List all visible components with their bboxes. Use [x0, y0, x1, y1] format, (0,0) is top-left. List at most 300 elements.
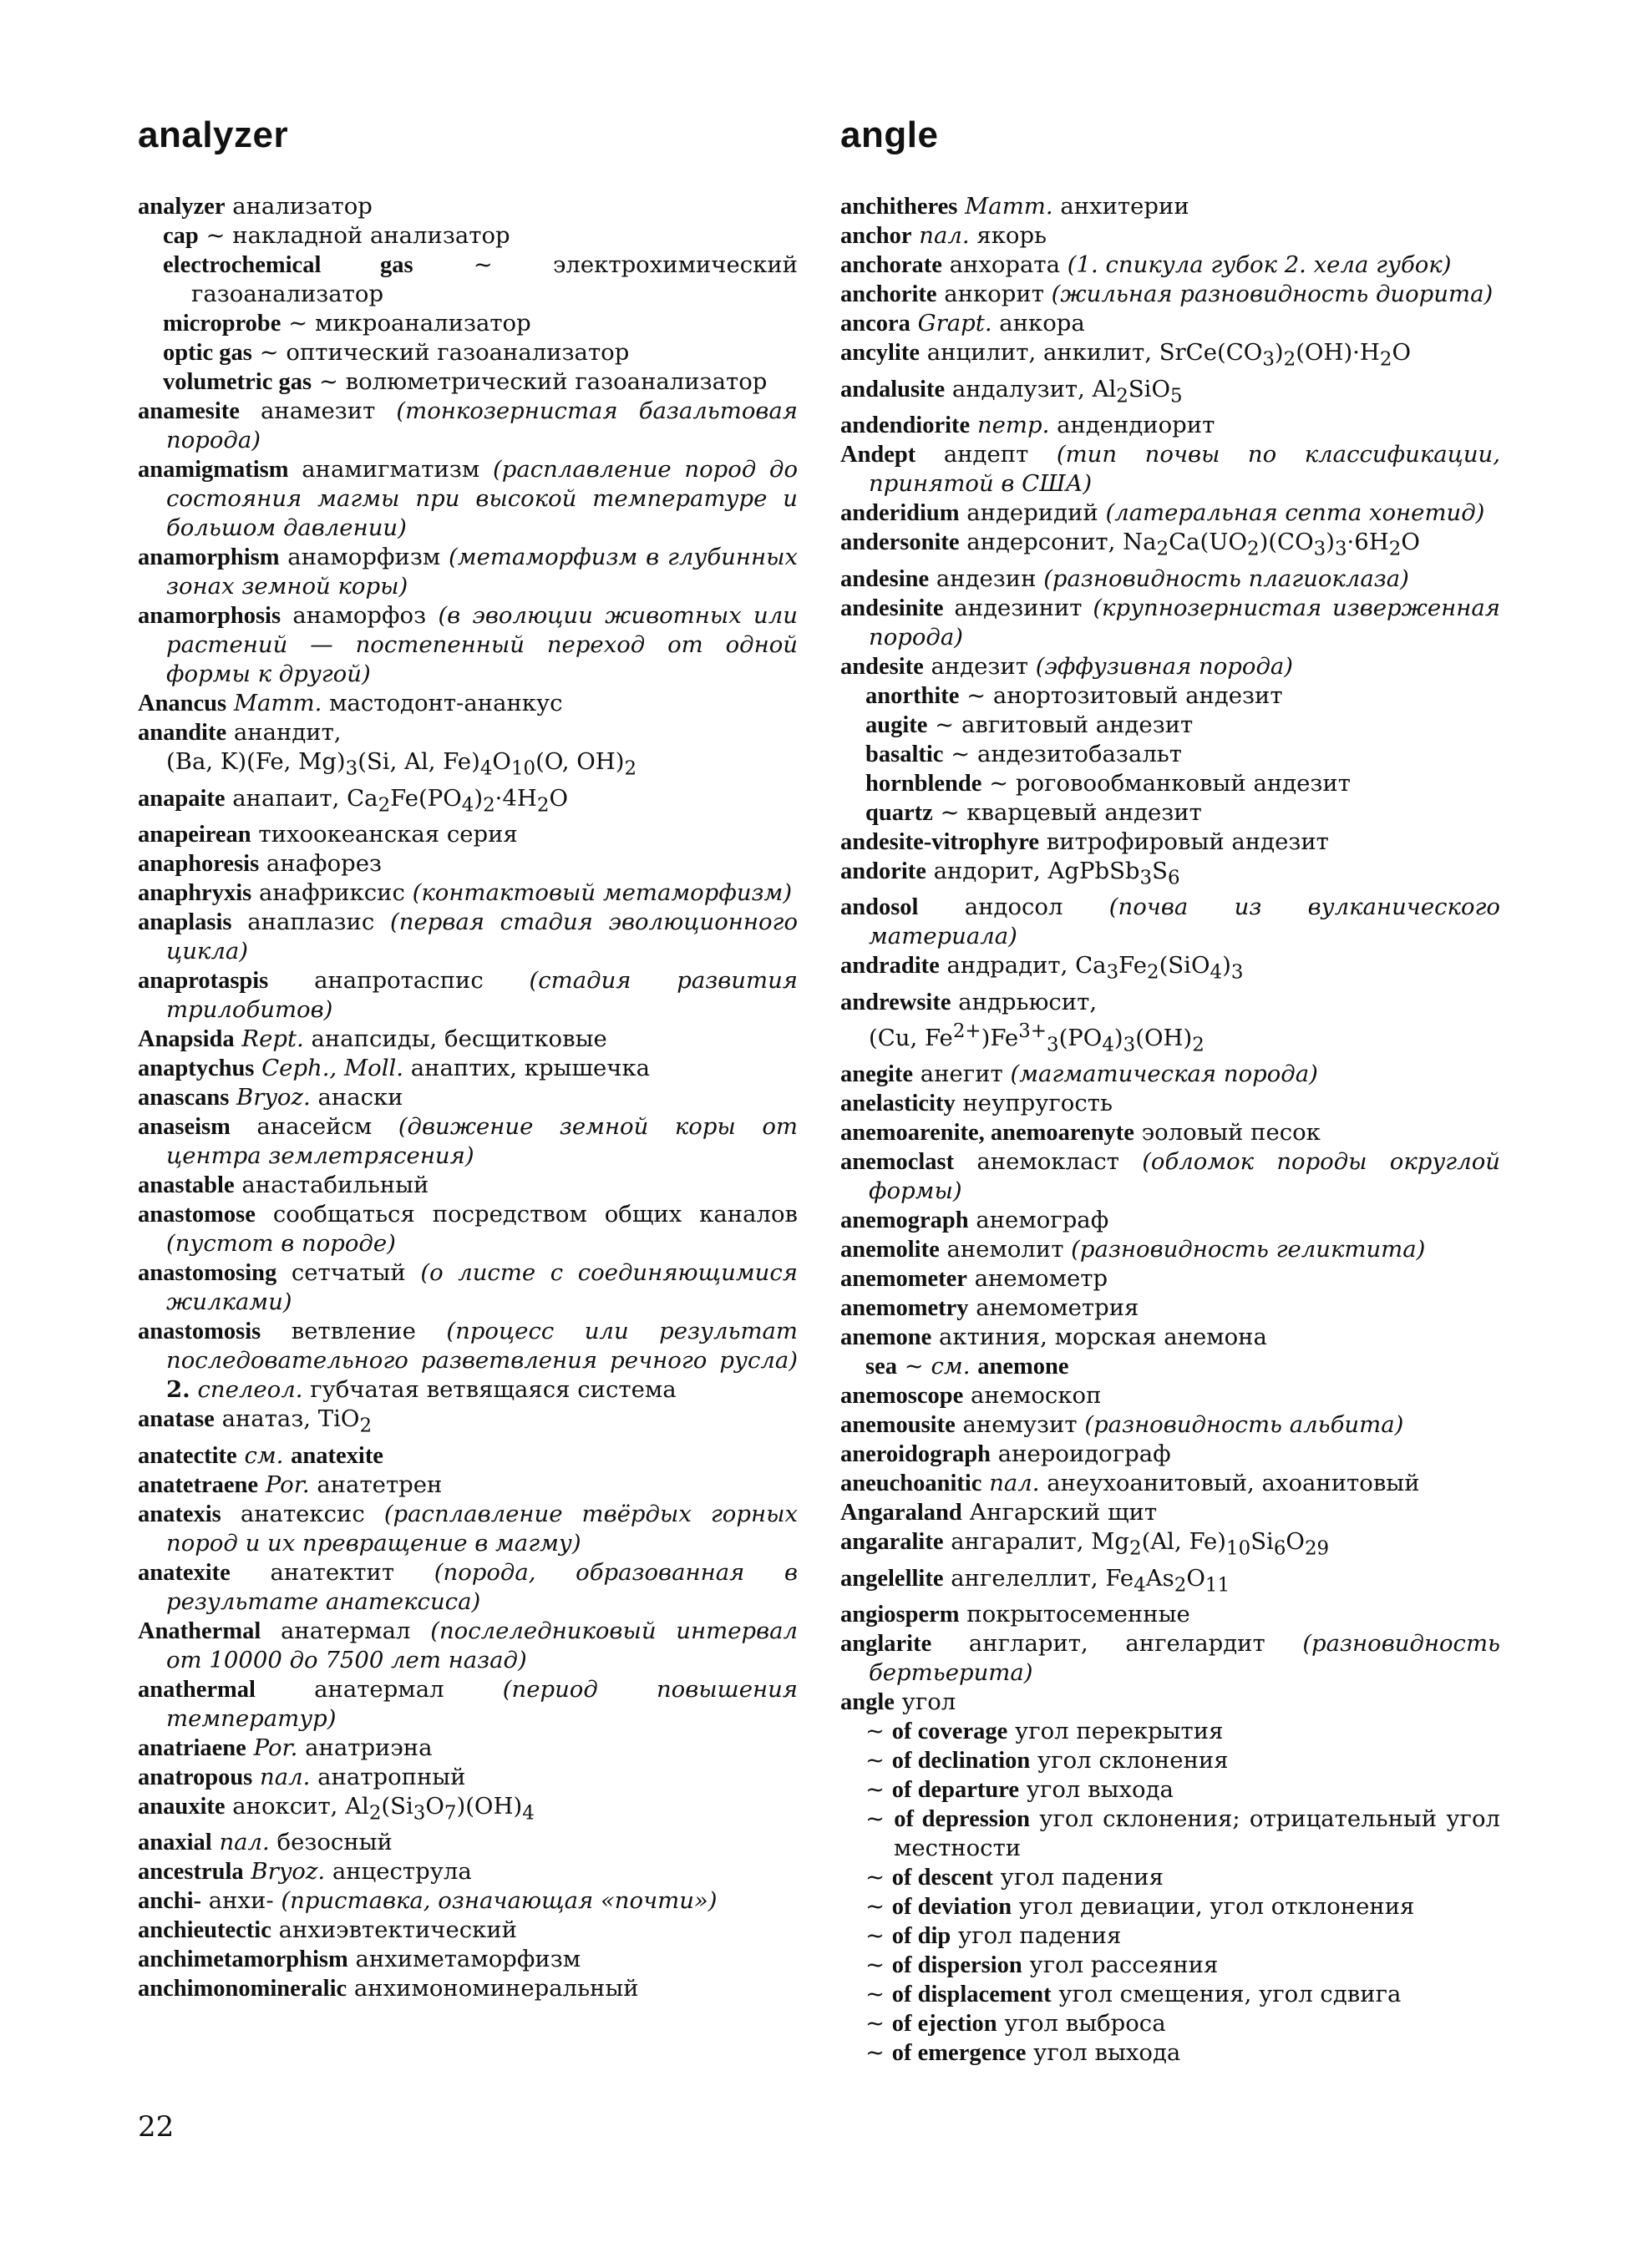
translation: анемоскоп [963, 1382, 1102, 1410]
translation: (Si [381, 1792, 413, 1820]
translation: ангелеллит, Fe [943, 1564, 1134, 1592]
subscript: 4 [1134, 1574, 1146, 1597]
term: anandite [138, 720, 227, 746]
translation: ) [1113, 1024, 1123, 1051]
superscript: 2+ [952, 1020, 981, 1042]
translation: анафриксис [251, 879, 413, 906]
gloss: (латеральная септа хонетид) [1105, 499, 1485, 526]
term: anathermal [138, 1676, 256, 1703]
term: volumetric gas [163, 369, 312, 395]
translation: анаплазис [231, 909, 390, 935]
left-column [138, 192, 798, 2003]
term: anemometry [840, 1295, 969, 1322]
entry [138, 878, 798, 908]
term: anchieutectic [138, 1917, 271, 1943]
term: anamorphosis [138, 603, 281, 629]
subentry [840, 711, 1500, 740]
translation: анероидограф [991, 1440, 1171, 1468]
entry [138, 1500, 798, 1558]
translation: O [492, 748, 511, 775]
translation: угол смещения, угол сдвига [1051, 1981, 1402, 2008]
term: of dispersion [891, 1952, 1022, 1979]
term: anchorite [840, 281, 937, 307]
translation: ·4H [494, 784, 537, 812]
entry [138, 1828, 798, 1857]
translation: угол выброса [997, 2010, 1166, 2038]
gloss: (тип почвы по классификации, принятой в США) [869, 441, 1500, 497]
entry [840, 1629, 1500, 1688]
gloss: (процесс или результат последовательного разветвления речного русла) [166, 1318, 798, 1374]
term: anegite [840, 1061, 914, 1088]
entry [138, 1258, 798, 1317]
translation: (O, OH) [535, 748, 625, 775]
term: andesinite [840, 595, 944, 621]
entry [138, 966, 798, 1025]
translation: актиния, морская анемона [931, 1324, 1267, 1351]
subentry [840, 681, 1500, 711]
subscript: 4 [461, 794, 474, 816]
gloss: (первая стадия эволюционного цикла) [166, 909, 798, 964]
term: ancylite [840, 340, 920, 366]
translation: ~ [865, 1805, 895, 1833]
entry [840, 192, 1500, 221]
gloss: (обломок породы округлой формы) [869, 1148, 1500, 1205]
entry [840, 1264, 1500, 1293]
gloss: пал. [919, 222, 970, 249]
sense-number: 2. [166, 1376, 190, 1403]
entry [840, 1293, 1500, 1323]
translation [912, 222, 920, 249]
translation: андорит, AgPbSb [926, 857, 1140, 884]
term: anaptychus [138, 1056, 255, 1081]
subscript: 2 [359, 1415, 373, 1437]
translation: угол склонения [1030, 1747, 1229, 1774]
term: ancora [840, 311, 910, 337]
translation: ~ накладной анализатор [198, 222, 510, 249]
term: sea [865, 1354, 897, 1380]
entry [840, 338, 1500, 375]
translation: SiO [1128, 375, 1171, 402]
subscript: 3 [1106, 961, 1119, 984]
entry [138, 1054, 798, 1083]
entry [840, 1235, 1500, 1264]
gloss: см. [244, 1441, 284, 1469]
subscript: 2 [483, 794, 495, 816]
translation: угол рассеяния [1022, 1952, 1219, 1979]
gloss: (разновидность плагиоклаза) [1043, 564, 1409, 592]
entry [138, 1317, 798, 1405]
gloss: Mamm. [233, 690, 322, 716]
translation: угол падения [992, 1864, 1164, 1891]
entry [840, 1206, 1500, 1235]
entry [138, 1405, 798, 1441]
translation: анемолит [939, 1236, 1072, 1263]
translation: анапаит, Ca [225, 784, 378, 812]
translation: ~ [865, 1864, 892, 1891]
entry [138, 849, 798, 878]
term: anastable [138, 1172, 235, 1198]
translation: андерсонит, Na [959, 529, 1157, 555]
term: angle [840, 1689, 895, 1716]
term: anorthite [865, 682, 960, 709]
translation: анегит [913, 1061, 1011, 1088]
entry [138, 397, 798, 455]
entry [840, 951, 1500, 988]
entry [840, 594, 1500, 652]
translation [957, 193, 965, 220]
term: anemone [840, 1324, 932, 1351]
gloss: спелеол. [197, 1376, 303, 1403]
right-guideword: angle [840, 114, 939, 155]
translation: анцеструла [325, 1858, 472, 1885]
translation: O [1186, 1564, 1205, 1592]
term: anemoscope [840, 1383, 964, 1410]
translation: покрытосеменные [959, 1601, 1190, 1628]
page-number: 22 [138, 2110, 175, 2144]
subscript: 4 [1102, 1034, 1114, 1056]
term: anauxite [138, 1793, 226, 1820]
translation: )(OH) [456, 1792, 523, 1820]
subscript: 2 [378, 794, 391, 816]
translation: (Al, Fe) [1141, 1528, 1227, 1556]
term: of dip [891, 1923, 951, 1950]
subscript: 2 [536, 794, 550, 816]
entry [138, 784, 798, 821]
term: cap [163, 223, 199, 249]
term: anaphryxis [138, 880, 252, 906]
translation: O [1286, 1528, 1305, 1556]
gloss: (почва из вулканического материала) [869, 894, 1500, 949]
translation: андеридий [959, 499, 1106, 526]
term: of emergence [891, 2040, 1027, 2067]
entry [840, 564, 1500, 594]
translation: безосный [269, 1829, 393, 1855]
entry [840, 652, 1500, 681]
term: angelellite [840, 1565, 944, 1592]
translation: ~ [865, 1776, 892, 1804]
translation: ) [1274, 339, 1284, 366]
gloss: (крупнозернистая изверженная порода) [869, 594, 1500, 651]
gloss: (разновидность геликтита) [1071, 1236, 1426, 1263]
translation: O [1392, 339, 1412, 366]
subentry [138, 251, 798, 309]
term: anelasticity [840, 1091, 956, 1117]
term: anastomosing [138, 1260, 277, 1286]
subentry [138, 367, 798, 397]
term: basaltic [865, 741, 944, 767]
term: anatexite [291, 1442, 383, 1469]
gloss: (расплавление твёрдых горных пород и их превращение в магму) [166, 1500, 798, 1557]
gloss: (контактовый метаморфизм) [412, 879, 793, 906]
term: anemoclast [840, 1149, 955, 1176]
translation: угол склонения; отрицательный угол местности [894, 1805, 1500, 1862]
entry [138, 908, 798, 966]
subscript: 2 [1283, 348, 1296, 371]
translation: мастодонт-ананкус [322, 690, 563, 716]
entry-continuation [840, 1017, 1500, 1061]
subentry [840, 2038, 1500, 2068]
entry [840, 1147, 1500, 1206]
entry [840, 499, 1500, 528]
subscript: 10 [1226, 1537, 1251, 1560]
term: of coverage [891, 1719, 1008, 1745]
translation: анхиметаморфизм [347, 1946, 581, 1972]
term: of ejection [891, 2011, 997, 2038]
subscript: 2 [1247, 538, 1260, 560]
subentry [840, 798, 1500, 828]
subentry [840, 1775, 1500, 1805]
term: anemolite [840, 1237, 940, 1263]
gloss: (тонкозернистая базальтовая порода) [166, 397, 799, 453]
translation: анатермал [255, 1675, 503, 1703]
translation: андосол [918, 894, 1109, 920]
entry [138, 1112, 798, 1171]
subentry [840, 1980, 1500, 2009]
subentry [840, 1951, 1500, 1980]
term: Anancus [138, 691, 227, 716]
entry [138, 1441, 798, 1471]
gloss: петр. [976, 412, 1050, 438]
subentry [840, 740, 1500, 769]
entry [840, 1527, 1500, 1564]
translation: анализатор [225, 193, 373, 220]
entry [840, 893, 1500, 951]
entry [138, 1792, 798, 1829]
subscript: 2 [1388, 538, 1402, 560]
term: anaphoresis [138, 851, 260, 877]
gloss: пал. [219, 1829, 270, 1855]
translation: анаски [310, 1084, 403, 1111]
gloss: (разновидность альбита) [1084, 1411, 1404, 1439]
subscript: 4 [522, 1802, 535, 1824]
translation: угол выхода [1019, 1776, 1174, 1804]
translation: (Ba, K)(Fe, Mg) [166, 748, 346, 775]
entry [840, 221, 1500, 251]
translation: анкорит [936, 281, 1052, 307]
translation: O [549, 784, 569, 812]
entry [840, 1600, 1500, 1629]
term: andosol [840, 894, 919, 920]
gloss: Por. [265, 1471, 310, 1498]
translation: ) [1222, 952, 1231, 979]
gloss: (1. спикула губок 2. хела губок) [1067, 251, 1452, 278]
term: anemoarenite, anemoarenyte [840, 1120, 1134, 1147]
translation: анемометр [966, 1265, 1108, 1293]
entry [840, 1688, 1500, 1717]
term: anaseism [138, 1114, 231, 1140]
term: anastomose [138, 1202, 256, 1228]
term: of deviation [891, 1894, 1012, 1921]
translation: анаморфоз [281, 602, 439, 629]
translation: (Si, Al, Fe) [358, 748, 480, 775]
translation: сообщаться посредством общих каналов [255, 1201, 798, 1228]
translation: Ca(UO [1169, 529, 1248, 555]
gloss: (о листе с соединяющимися жилками) [166, 1259, 798, 1315]
translation: ) [1326, 529, 1335, 555]
translation: анатаз, TiO [214, 1405, 360, 1432]
translation: угол [894, 1688, 956, 1716]
translation: анемограф [968, 1207, 1109, 1234]
entry [138, 1083, 798, 1112]
entry [138, 1945, 798, 1974]
term: ancestrula [138, 1859, 244, 1885]
entry [138, 718, 798, 747]
term: anemone [977, 1354, 1069, 1380]
translation: сетчатый [276, 1259, 421, 1286]
gloss: (расплавление пород до состояния магмы при высокой температуре и большом давлении) [166, 456, 798, 541]
translation: андезин [929, 564, 1044, 592]
left-guideword: analyzer [138, 114, 289, 155]
subscript: 2 [1116, 385, 1128, 407]
translation: )Fe [981, 1024, 1019, 1051]
term: andesine [840, 565, 930, 592]
entry [138, 1171, 798, 1200]
translation: англарит, ангелардит [931, 1630, 1303, 1658]
translation: анхимономинеральный [347, 1975, 639, 2002]
translation: анхиэвтектический [271, 1916, 517, 1943]
term: anchorate [840, 252, 942, 278]
translation: Fe(PO [390, 784, 462, 812]
translation: якорь [969, 222, 1047, 249]
term: angiosperm [840, 1602, 960, 1628]
translation: ~ [865, 1922, 892, 1950]
translation [283, 1442, 291, 1469]
translation: эоловый песок [1134, 1119, 1321, 1147]
translation: ~ [865, 1893, 892, 1921]
translation: ~ [865, 2010, 892, 2038]
term: anglarite [840, 1631, 932, 1658]
subscript: 6 [1167, 867, 1180, 888]
gloss: Bryoz. [251, 1858, 326, 1885]
entry [840, 1440, 1500, 1469]
translation: Si [1250, 1528, 1274, 1556]
translation: S [1152, 857, 1168, 884]
translation: ~ микроанализатор [281, 310, 531, 337]
translation: анкора [992, 310, 1085, 337]
term: anatase [138, 1406, 215, 1432]
gloss: Mamm. [965, 193, 1053, 220]
translation: Ангарский щит [961, 1499, 1158, 1526]
translation: анаптих, крышечка [403, 1055, 651, 1081]
entry [138, 1025, 798, 1054]
term: anchimonomineralic [138, 1976, 347, 2002]
term: anamorphism [138, 544, 280, 570]
entry [840, 251, 1500, 280]
translation: аноксит, Al [225, 1792, 369, 1820]
entry [840, 1410, 1500, 1440]
translation: андрьюсит, [951, 988, 1098, 1015]
term: electrochemical gas [163, 252, 413, 278]
entry [840, 1089, 1500, 1118]
translation: ~ роговообманковый андезит [981, 769, 1351, 797]
translation: ~ авгитовый андезит [927, 711, 1194, 738]
entry-continuation [138, 747, 798, 784]
translation: O [425, 1792, 444, 1820]
entry [138, 689, 798, 718]
term: anatectite [138, 1442, 237, 1469]
term: anapeirean [138, 822, 251, 848]
translation: угол перекрытия [1007, 1718, 1224, 1745]
translation: ~ анортозитовый андезит [959, 681, 1283, 709]
term: Andept [840, 442, 916, 468]
entry [840, 528, 1500, 564]
translation: ~ оптический газоанализатор [251, 339, 630, 366]
translation: анхитерии [1052, 193, 1189, 220]
term: anaplasis [138, 909, 232, 935]
entry [138, 543, 798, 601]
translation: анапсиды, бесщитковые [303, 1025, 607, 1052]
subentry [840, 1717, 1500, 1746]
term: andesite-vitrophyre [840, 828, 1040, 855]
term: anamesite [138, 398, 240, 424]
translation: ~ электрохимический газоанализатор [191, 251, 798, 307]
translation: ) [474, 784, 484, 812]
term: anatexis [138, 1501, 221, 1527]
translation: )(CO [1259, 529, 1314, 555]
entry [138, 1886, 798, 1916]
translation: анаморфизм [279, 544, 449, 570]
term: anatexite [138, 1559, 231, 1586]
translation: витрофировый андезит [1039, 828, 1329, 855]
subscript: 2 [1174, 1574, 1187, 1597]
term: anastomosis [138, 1319, 261, 1344]
gloss: Bryoz. [236, 1084, 311, 1111]
entry [840, 988, 1500, 1017]
translation: ~ кварцевый андезит [932, 798, 1202, 826]
translation: ~ [897, 1353, 931, 1380]
translation: анатектит [230, 1558, 434, 1586]
entry [840, 411, 1500, 440]
translation [970, 1353, 977, 1380]
subscript: 2 [368, 1802, 382, 1824]
term: andendiorite [840, 413, 971, 438]
entry [840, 375, 1500, 412]
term: analyzer [138, 194, 226, 220]
subscript: 4 [1210, 961, 1223, 984]
subscript: 3 [1046, 1034, 1059, 1056]
translation: анастабильный [234, 1172, 429, 1198]
term: Angaraland [840, 1500, 962, 1526]
translation: ~ [865, 1718, 892, 1745]
translation: андезит [923, 652, 1036, 680]
subscript: 2 [1156, 538, 1169, 560]
term: andradite [840, 953, 940, 979]
subscript: 3 [413, 1802, 426, 1824]
translation [970, 412, 977, 438]
term: aneuchoanitic [840, 1471, 982, 1497]
translation: ~ андезитобазальт [943, 740, 1182, 767]
translation: As [1145, 1564, 1174, 1592]
entry [840, 1118, 1500, 1147]
entry [840, 440, 1500, 499]
subentry [840, 769, 1500, 798]
translation: анемометрия [968, 1294, 1139, 1322]
term: anchimetamorphism [138, 1947, 348, 1972]
translation [229, 1084, 236, 1111]
translation: (Cu, Fe [869, 1024, 953, 1051]
gloss: (движение земной коры от центра землетрясения) [166, 1113, 798, 1169]
translation: анамезит [239, 397, 397, 424]
translation: андалузит, Al [945, 375, 1117, 402]
subscript: 3 [1262, 348, 1275, 371]
term: anaprotaspis [138, 968, 269, 994]
translation: угол выхода [1026, 2039, 1181, 2067]
translation: (OH) [1135, 1024, 1193, 1051]
term: Anathermal [138, 1617, 261, 1644]
term: anaxial [138, 1830, 212, 1855]
translation: анафорез [259, 850, 383, 877]
subscript: 29 [1304, 1537, 1330, 1560]
